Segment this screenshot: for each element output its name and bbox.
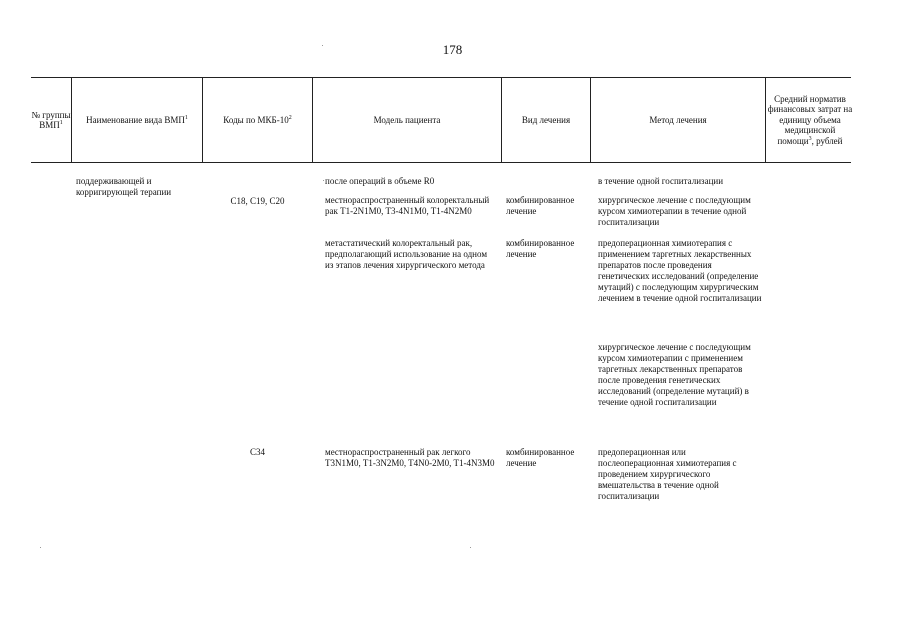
row-3-patient-model: местнораспространенный рак легкого T3N1M0, T1-3N2M0, T4N0-2M0, T1-4N3M0: [325, 447, 495, 468]
header-treatment-method: Метод лечения: [649, 114, 707, 125]
vmp-name-text: поддерживающей и корригирующей терапии: [76, 176, 172, 197]
row-3-treatment-type: комбинированное лечение: [506, 447, 575, 468]
row-2-patient-model: метастатический колоректальный рак, предполагающий использование на одном из этапов лечения хирургического метода: [325, 238, 488, 270]
header-average-cost: Средний норматив финансовых затрат на единицу объема медицинской помощи$^3$, рублей: [767, 93, 853, 146]
scan-speck: [322, 45, 323, 46]
scan-speck: [323, 180, 324, 181]
row-3-treatment-method: предоперационная или послеоперационная химиотерапия с проведением хирургического вмешательства в течение одной госпитализации: [598, 447, 737, 501]
row-1-icd-codes: C18, C19, C20: [230, 196, 285, 206]
row-2-treatment-method-a: предоперационная химиотерапия с применением таргетных лекарственных препаратов после проведения генетических исследований (определение мутаций) с последующим хирургическим лечением в течение одной госпитализации: [598, 238, 762, 303]
table-header-bottom-border: [31, 162, 851, 163]
row-r0-model: после операций в объеме R0: [325, 176, 435, 186]
header-patient-model: Модель пациента: [373, 114, 441, 125]
row-1-treatment-type: комбинированное лечение: [506, 195, 575, 216]
row-r0-method: в течение одной госпитализации: [598, 176, 724, 186]
row-2-treatment-method-b: хирургическое лечение с последующим курсом химиотерапии с применением таргетных лекарственных препаратов после проведения генетических исследований (определение мутаций) в течение одной госпитализации: [598, 342, 751, 407]
row-1-patient-model: местнораспространенный колоректальный рак T1-2N1M0, T3-4N1M0, T1-4N2M0: [325, 195, 490, 216]
scan-speck: [470, 547, 471, 548]
page-number: 178: [442, 42, 463, 57]
row-3-icd-codes: C34: [249, 447, 265, 457]
row-2-treatment-type: комбинированное лечение: [506, 238, 575, 259]
header-group-number: № группы ВМП$^1$: [31, 109, 71, 130]
header-treatment-type: Вид лечения: [521, 114, 571, 125]
header-icd-codes: Коды по МКБ-$10^2$: [223, 114, 292, 125]
header-vmp-name: Наименование вида ВМП$^1$: [86, 114, 188, 125]
row-1-treatment-method: хирургическое лечение с последующим курсом химиотерапии в течение одной госпитализации: [598, 195, 751, 227]
scan-speck: [40, 547, 41, 548]
